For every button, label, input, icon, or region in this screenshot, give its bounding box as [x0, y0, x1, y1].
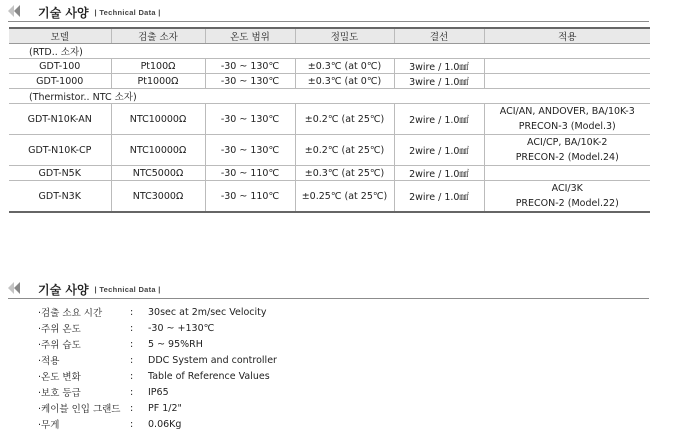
- cell-accuracy: ±0.2℃ (at 25℃): [295, 104, 394, 135]
- spec-value: 5 ~ 95%RH: [148, 338, 203, 350]
- cell-range: -30 ~ 130℃: [205, 74, 295, 89]
- cell-sensor: Pt100Ω: [111, 59, 205, 74]
- section1-subtitle: | Technical Data |: [94, 7, 161, 17]
- cell-accuracy: ±0.3℃ (at 25℃): [295, 166, 394, 181]
- spec-value: 0.06Kg: [148, 418, 182, 430]
- double-chevron-left-icon: [8, 5, 28, 19]
- spec-key: ·케이블 인입 그랜드: [38, 404, 121, 415]
- list-item: [38, 320, 277, 336]
- cell-application: [484, 166, 650, 181]
- cell-model: GDT-100: [9, 59, 111, 74]
- header-wiring: 결선: [394, 28, 484, 44]
- spec-key: ·보호 등급: [38, 388, 81, 399]
- list-item: [38, 304, 277, 320]
- spec-value: DDC System and controller: [148, 354, 277, 366]
- cell-wiring: 2wire / 1.0㎟: [394, 135, 484, 166]
- cell-model: GDT-N10K-AN: [9, 104, 111, 135]
- spec-key: ·주위 온도: [38, 324, 81, 335]
- cell-sensor: NTC3000Ω: [111, 181, 205, 213]
- spec-colon: :: [130, 418, 134, 430]
- cell-model: GDT-1000: [9, 74, 111, 89]
- spec-value: IP65: [148, 386, 169, 398]
- spec-list: [38, 304, 277, 432]
- spec-colon: :: [130, 354, 134, 366]
- list-item: [38, 352, 277, 368]
- cell-application: [484, 181, 650, 213]
- list-item: [38, 336, 277, 352]
- cell-accuracy: ±0.3℃ (at 0℃): [295, 74, 394, 89]
- cell-wiring: 3wire / 1.0㎟: [394, 59, 484, 74]
- cell-model: GDT-N3K: [9, 181, 111, 213]
- cell-model: GDT-N5K: [9, 166, 111, 181]
- cell-accuracy: ±0.3℃ (at 0℃): [295, 59, 394, 74]
- spec-colon: :: [130, 322, 134, 334]
- table-header-row: [9, 28, 650, 44]
- list-item: [38, 368, 277, 384]
- application-line: PRECON-2 (Model.24): [515, 152, 619, 163]
- table-row: [9, 59, 650, 74]
- section2-subtitle: | Technical Data |: [94, 284, 161, 294]
- group-label: (RTD.. 소자): [9, 44, 650, 59]
- cell-application: [484, 59, 650, 74]
- table-row: [9, 135, 650, 166]
- application-line: PRECON-2 (Model.22): [515, 198, 619, 209]
- spec-value: PF 1/2": [148, 402, 182, 414]
- group-row-ntc: [9, 89, 650, 104]
- cell-wiring: 2wire / 1.0㎟: [394, 181, 484, 213]
- application-line: ACI/3K: [551, 183, 583, 194]
- spec-key: ·적용: [38, 356, 60, 367]
- header-application: 적용: [484, 28, 650, 44]
- section2-title: 기술 사양: [38, 282, 89, 297]
- cell-wiring: 2wire / 1.0㎟: [394, 104, 484, 135]
- cell-range: -30 ~ 130℃: [205, 104, 295, 135]
- spec-colon: :: [130, 338, 134, 350]
- section1-header: [8, 4, 161, 20]
- cell-wiring: 3wire / 1.0㎟: [394, 74, 484, 89]
- table-row: [9, 181, 650, 213]
- spec-key: ·검출 소요 시간: [38, 308, 103, 319]
- table-row: [9, 104, 650, 135]
- cell-wiring: 2wire / 1.0㎟: [394, 166, 484, 181]
- cell-accuracy: ±0.2℃ (at 25℃): [295, 135, 394, 166]
- cell-application: [484, 104, 650, 135]
- group-row-rtd: [9, 44, 650, 59]
- cell-sensor: Pt1000Ω: [111, 74, 205, 89]
- spec-value: 30sec at 2m/sec Velocity: [148, 306, 267, 318]
- cell-accuracy: ±0.25℃ (at 25℃): [295, 181, 394, 213]
- table-row: [9, 74, 650, 89]
- cell-sensor: NTC10000Ω: [111, 135, 205, 166]
- spec-colon: :: [130, 370, 134, 382]
- list-item: [38, 384, 277, 400]
- list-item: [38, 400, 277, 416]
- spec-colon: :: [130, 306, 134, 318]
- cell-range: -30 ~ 110℃: [205, 181, 295, 213]
- cell-application: [484, 74, 650, 89]
- header-model: 모델: [9, 28, 111, 44]
- section1-divider: [8, 21, 649, 22]
- double-chevron-left-icon: [8, 282, 28, 296]
- cell-sensor: NTC5000Ω: [111, 166, 205, 181]
- header-accuracy: 정밀도: [295, 28, 394, 44]
- application-line: ACI/CP, BA/10K-2: [527, 137, 608, 148]
- spec-value: Table of Reference Values: [148, 370, 270, 382]
- cell-range: -30 ~ 110℃: [205, 166, 295, 181]
- cell-application: [484, 135, 650, 166]
- spec-colon: :: [130, 402, 134, 414]
- header-sensor: 검출 소자: [111, 28, 205, 44]
- application-line: ACI/AN, ANDOVER, BA/10K-3: [499, 106, 635, 117]
- cell-range: -30 ~ 130℃: [205, 59, 295, 74]
- header-range: 온도 범위: [205, 28, 295, 44]
- cell-model: GDT-N10K-CP: [9, 135, 111, 166]
- cell-range: -30 ~ 130℃: [205, 135, 295, 166]
- table-row: [9, 166, 650, 181]
- spec-colon: :: [130, 386, 134, 398]
- spec-key: ·주위 습도: [38, 340, 81, 351]
- section2-divider: [8, 298, 649, 299]
- section1-title: 기술 사양: [38, 5, 89, 20]
- spec-value: -30 ~ +130℃: [148, 322, 215, 334]
- application-line: PRECON-3 (Model.3): [518, 121, 616, 132]
- spec-table: [9, 27, 650, 213]
- group-label: (Thermistor.. NTC 소자): [9, 89, 650, 104]
- section2-header: [8, 281, 161, 297]
- cell-sensor: NTC10000Ω: [111, 104, 205, 135]
- spec-key: ·무게: [38, 420, 60, 431]
- spec-key: ·온도 변화: [38, 372, 81, 383]
- list-item: [38, 416, 277, 432]
